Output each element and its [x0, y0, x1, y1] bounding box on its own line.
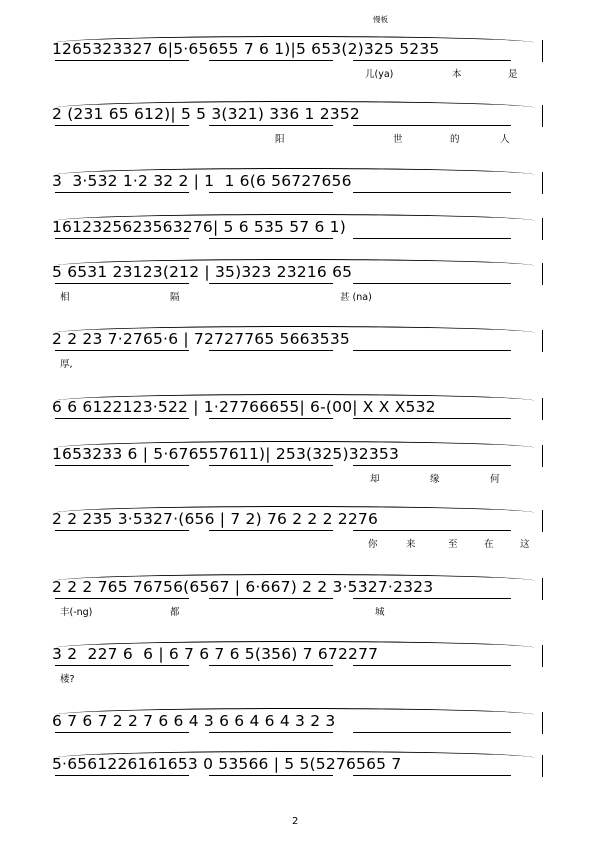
notation-system [0, 330, 595, 370]
beam-underline [209, 192, 334, 193]
bar-line [542, 172, 543, 194]
beam-underline [55, 732, 189, 733]
lyric-syllable: 在 [484, 539, 494, 550]
beam-underline [55, 530, 189, 531]
lyric-syllable: 缘 [430, 474, 440, 485]
beam-underline [353, 60, 511, 61]
notation-system [0, 172, 595, 212]
beam-underline [55, 125, 189, 126]
notation-line: 5·6561226161653 0 53566 | 5 5(5276565 7 [52, 755, 402, 773]
beam-underline [353, 238, 511, 239]
notation-system [0, 398, 595, 438]
beam-underline [353, 775, 511, 776]
lyric-syllable: 至 [448, 539, 458, 550]
bar-line [542, 645, 543, 667]
lyric-syllable: 楼? [60, 674, 75, 685]
beam-underline [209, 125, 334, 126]
lyric-syllable: 你 [368, 539, 378, 550]
beam-underline [353, 598, 511, 599]
lyric-syllable: 是 [508, 69, 518, 80]
beam-underline [209, 732, 334, 733]
beam-underline [55, 238, 189, 239]
notation-line: 2 2 235 3·5327·(656 | 7 2) 76 2 2 2 2276 [52, 510, 379, 528]
lyric-syllable: 隔 [170, 292, 180, 303]
notation-system [0, 578, 595, 618]
lyric-syllable: 丰(-ng) [60, 607, 93, 618]
beam-underline [209, 665, 334, 666]
bar-line [542, 578, 543, 600]
lyric-syllable: 这 [520, 539, 530, 550]
notation-line: 1612325623563276| 5 6 535 57 6 1) [52, 218, 346, 236]
bar-line [542, 755, 543, 777]
lyric-syllable: 都 [170, 607, 180, 618]
bar-line [542, 263, 543, 285]
beam-underline [55, 665, 189, 666]
lyric-syllable: 城 [375, 607, 385, 618]
notation-system [0, 105, 595, 145]
beam-underline [209, 238, 334, 239]
beam-underline [55, 350, 189, 351]
bar-line [542, 398, 543, 420]
tempo-mark: 慢板 [373, 15, 388, 24]
beam-underline [353, 192, 511, 193]
bar-line [542, 445, 543, 467]
beam-underline [55, 775, 189, 776]
notation-system [0, 218, 595, 258]
notation-line: 6 6 6122123·522 | 1·27766655| 6-(00| X X X532 [52, 398, 436, 416]
beam-underline [353, 283, 511, 284]
beam-underline [55, 418, 189, 419]
lyric-syllable: 人 [500, 134, 510, 145]
beam-underline [353, 665, 511, 666]
notation-line: 3 3·532 1·2 32 2 | 1 1 6(6 56727656 [52, 172, 352, 190]
notation-system [0, 712, 595, 752]
notation-system [0, 510, 595, 550]
notation-line: 2 2 2 765 76756(6567 | 6·667) 2 2 3·5327·2323 [52, 578, 434, 596]
lyric-syllable: 相 [60, 292, 70, 303]
lyric-syllable: 本 [452, 69, 462, 80]
bar-line [542, 40, 543, 62]
notation-line: 2 (231 65 612)| 5 5 3(321) 336 1 2352 [52, 105, 360, 123]
beam-underline [209, 530, 334, 531]
bar-line [542, 510, 543, 532]
beam-underline [353, 732, 511, 733]
notation-system [0, 645, 595, 685]
notation-line: 2 2 23 7·2765·6 | 72727765 5663535 [52, 330, 350, 348]
bar-line [542, 218, 543, 240]
beam-underline [55, 60, 189, 61]
lyric-syllable: 来 [406, 539, 416, 550]
notation-line: 5 6531 23123(212 | 35)323 23216 65 [52, 263, 353, 281]
notation-line: 1653233 6 | 5·676557611)| 253(325)32353 [52, 445, 400, 463]
beam-underline [353, 465, 511, 466]
notation-system [0, 40, 595, 80]
page-number: 2 [292, 816, 299, 827]
beam-underline [209, 418, 334, 419]
bar-line [542, 105, 543, 127]
lyric-syllable: 的 [450, 134, 460, 145]
lyric-syllable: 儿(ya) [365, 69, 394, 80]
lyric-syllable: 世 [393, 134, 403, 145]
bar-line [542, 712, 543, 734]
beam-underline [209, 465, 334, 466]
beam-underline [55, 598, 189, 599]
beam-underline [353, 350, 511, 351]
beam-underline [55, 465, 189, 466]
notation-system [0, 263, 595, 303]
notation-line: 3 2 227 6 6 | 6 7 6 7 6 5(356) 7 672277 [52, 645, 379, 663]
beam-underline [353, 125, 511, 126]
beam-underline [209, 60, 334, 61]
beam-underline [209, 283, 334, 284]
lyric-syllable: 甚 (na) [340, 292, 372, 303]
lyric-syllable: 阳 [275, 134, 285, 145]
notation-line: 6 7 6 7 2 2 7 6 6 4 3 6 6 4 6 4 3 2 3 [52, 712, 336, 730]
lyric-syllable: 何 [490, 474, 500, 485]
notation-line: 1265323327 6|5·65655 7 6 1)|5 653(2)325 5235 [52, 40, 440, 58]
beam-underline [209, 775, 334, 776]
notation-system [0, 445, 595, 485]
beam-underline [55, 192, 189, 193]
beam-underline [353, 530, 511, 531]
lyric-syllable: 却 [370, 474, 380, 485]
lyric-syllable: 厚, [60, 359, 73, 370]
beam-underline [209, 598, 334, 599]
bar-line [542, 330, 543, 352]
beam-underline [55, 283, 189, 284]
beam-underline [209, 350, 334, 351]
beam-underline [353, 418, 511, 419]
notation-system [0, 755, 595, 795]
